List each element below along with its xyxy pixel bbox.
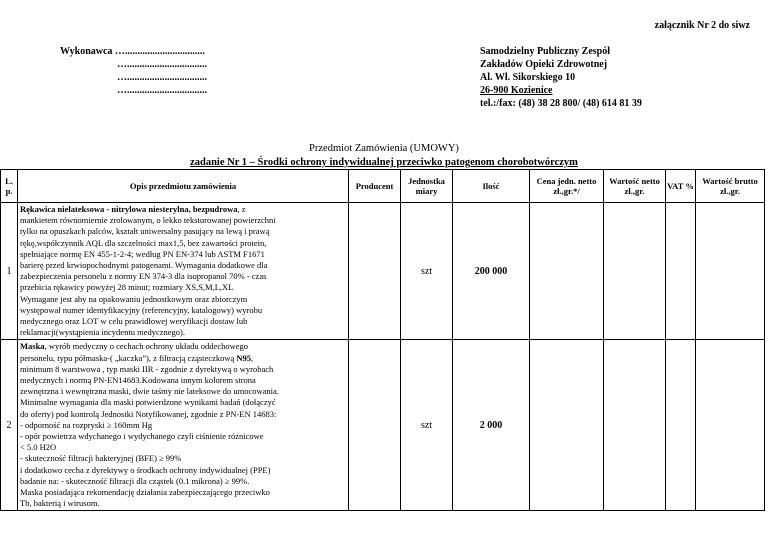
desc-line: Maska posiadająca rekomendację działania zabezpieczającego przeciwko: [20, 487, 270, 498]
document-subtitle: zadanie Nr 1 – Środki ochrony indywidualnej przeciwko patogenom chorobotwórczym: [190, 157, 578, 168]
item-name: Maska: [20, 341, 45, 352]
row-description: [18, 203, 349, 340]
n95-label: N95: [236, 352, 252, 363]
contractor-line: …................................: [114, 46, 205, 57]
table-header-row: [1, 170, 765, 203]
annex-label: załącznik Nr 2 do siwz: [654, 20, 750, 31]
contractor-label: Wykonawca: [60, 46, 115, 57]
desc-line: badanie na: - skuteczność filtracji dla cząstek (0.1 mikrona) ≥ 99%.: [20, 475, 250, 486]
contractor-block: [60, 45, 207, 97]
row-lp: 2: [1, 340, 18, 511]
row-producer: [349, 203, 401, 340]
desc-line: medycznego oraz LOT w celu prawidłowej weryfikacji dostaw lub: [20, 316, 248, 327]
desc-line: personelu, typu półmaska-( „kaczka”), z filtracją cząsteczkową: [20, 352, 237, 363]
col-header-lp: L. p.: [1, 170, 18, 203]
row-gross-value: [696, 203, 765, 340]
col-header-unit: Jednostka miary: [401, 170, 453, 203]
table-row: [1, 203, 765, 340]
item-name: Rękawica nielateksowa - nitrylowa niesterylna, bezpudrowa: [20, 204, 238, 214]
row-qty: 200 000: [453, 203, 530, 340]
row-gross-value: [696, 340, 765, 511]
document-title: Przedmiot Zamówienia (UMOWY): [309, 143, 459, 154]
desc-line: zewnętrzna i wewnętrzna maski, dwie taśmy nie lateksowe do umocowania.: [20, 386, 279, 397]
col-header-qty: Ilość: [453, 170, 530, 203]
row-vat: [666, 340, 696, 511]
row-net-price: [530, 203, 604, 340]
desc-line: Tb, bakterią i wirusom.: [20, 498, 100, 509]
desc-line: barierę przed krwiopochodnymi patogenami. Wymagania dodatkowe dla: [20, 260, 268, 271]
contractor-line: …................................: [117, 72, 207, 83]
row-lp: 1: [1, 203, 18, 340]
row-vat: [666, 203, 696, 340]
row-net-value: [604, 340, 666, 511]
row-producer: [349, 340, 401, 511]
col-header-producer: Producent: [349, 170, 401, 203]
buyer-address: [480, 45, 642, 110]
desc-line: - opór powietrza wdychanego i wydychanego czyli ciśnienie różnicowe: [20, 431, 264, 442]
desc-line: - skuteczność filtracji bakteryjnej (BFE) ≥ 99%: [20, 453, 182, 464]
col-header-net-value: Wartość netto zł.,gr.: [604, 170, 666, 203]
desc-line: Minimalne wymagania dla maski potwierdzone wynikami badań (dołączyć: [20, 397, 276, 408]
desc-line: i dodatkowo cecha z dyrektywy o środkach ochrony indywidualnej (PPE): [20, 464, 271, 475]
col-header-gross-value: Wartość brutto zł.,gr.: [696, 170, 765, 203]
desc-line: , z: [237, 204, 246, 214]
desc-line: < 5.0 H2O: [20, 442, 57, 453]
desc-line: tylko na opuszkach palców, kształt uniwersalny pasujący na lewą i prawą: [20, 226, 270, 237]
desc-line: zabezpieczenia personelu z normy EN 374-3 dla isopropanol 70% - czas: [20, 271, 267, 282]
desc-line: rękę,współczynnik AQL dla szczelności max1,5, bez zawartości protein,: [20, 237, 267, 248]
buyer-line: Zakładów Opieki Zdrowotnej: [480, 59, 608, 70]
desc-line: reklamacji(wystąpienia incydentu medycznego).: [20, 327, 185, 338]
row-net-price: [530, 340, 604, 511]
row-description: Maska, wyrób medyczny o cechach ochrony układu oddechowego personelu, typu półmaska-( „kaczka”), z filtracją cząsteczkową N95, minimum 8 warstwowa , typ maski IIR - zgodnie z dyrektywą o wyrobach medycznych i normą PN-EN14683.Kodowana innym kolorem strona zewnętrzna i wewnętrzna maski, dwie taśmy nie lateksowe do umocowania. Minimalne wymagania dla maski potwierdzone wynikami badań (dołączyć do oferty) pod kontrolą Jednostki Notyfikowanej, zgodnie z PN-EN 14683: - odporność na rozpryski ≥ 160mm Hg - opór powietrza wdychanego i wydychanego czyli ciśnienie różnicowe < 5.0 H2O - skuteczność filtracji bakteryjnej (BFE) ≥ 99% i dodatkowo cecha z dyrektywy o środkach ochrony indywidualnej (PPE) badanie na: - skuteczność filtracji dla cząstek (0.1 mikrona) ≥ 99%. Maska posiadająca rekomendację działania zabezpieczającego przeciwko Tb, bakterią i wirusom.: [18, 340, 349, 511]
desc-line: - odporność na rozpryski ≥ 160mm Hg: [20, 419, 153, 430]
desc-line: do oferty) pod kontrolą Jednostki Notyfikowanej, zgodnie z PN-EN 14683:: [20, 408, 277, 419]
col-header-net-price: Cena jedn. netto zł.,gr.*/: [530, 170, 604, 203]
col-header-desc: Opis przedmiotu zamówienia: [18, 170, 349, 203]
buyer-line: Al. Wł. Sikorskiego 10: [480, 72, 576, 83]
desc-line: występował numer identyfikacyjny (referencyjny, katalogowy) wyrobu: [20, 304, 263, 315]
row-qty: 2 000: [453, 340, 530, 511]
buyer-phone: tel.:/fax: (48) 38 28 800/ (48) 614 81 39: [480, 98, 642, 109]
desc-line: Wymagane jest aby na opakowaniu jednostkowym oraz zbiorczym: [20, 293, 248, 304]
desc-line: medycznych i normą PN-EN14683.Kodowana innym kolorem strona: [20, 375, 256, 386]
desc-line: przebicia rękawicy powyżej 28 minut; rozmiary XS,S,M,L,XL: [20, 282, 234, 293]
contractor-line: …................................: [117, 59, 207, 70]
row-net-value: [604, 203, 666, 340]
row-unit: szt: [401, 340, 453, 511]
col-header-vat: VAT %: [666, 170, 696, 203]
order-table: [0, 169, 765, 511]
desc-line: mankietem równomiernie zrolowanym, o lekko teksturowanej powierzchni: [20, 215, 276, 226]
desc-line: minimum 8 warstwowa , typ maski IIR - zgodnie z dyrektywą o wyrobach: [20, 363, 274, 374]
buyer-line: Samodzielny Publiczny Zespół: [480, 46, 611, 57]
row-unit: szt: [401, 203, 453, 340]
desc-line: , wyrób medyczny o cechach ochrony układu oddechowego: [44, 341, 249, 352]
contractor-line: …................................: [117, 85, 207, 96]
table-row: [1, 340, 765, 511]
buyer-postal: 26-900 Kozienice: [480, 85, 553, 96]
desc-line: spełniające normę EN 455-1-2-4; według PN EN-374 lub ASTM F1671: [20, 248, 265, 259]
